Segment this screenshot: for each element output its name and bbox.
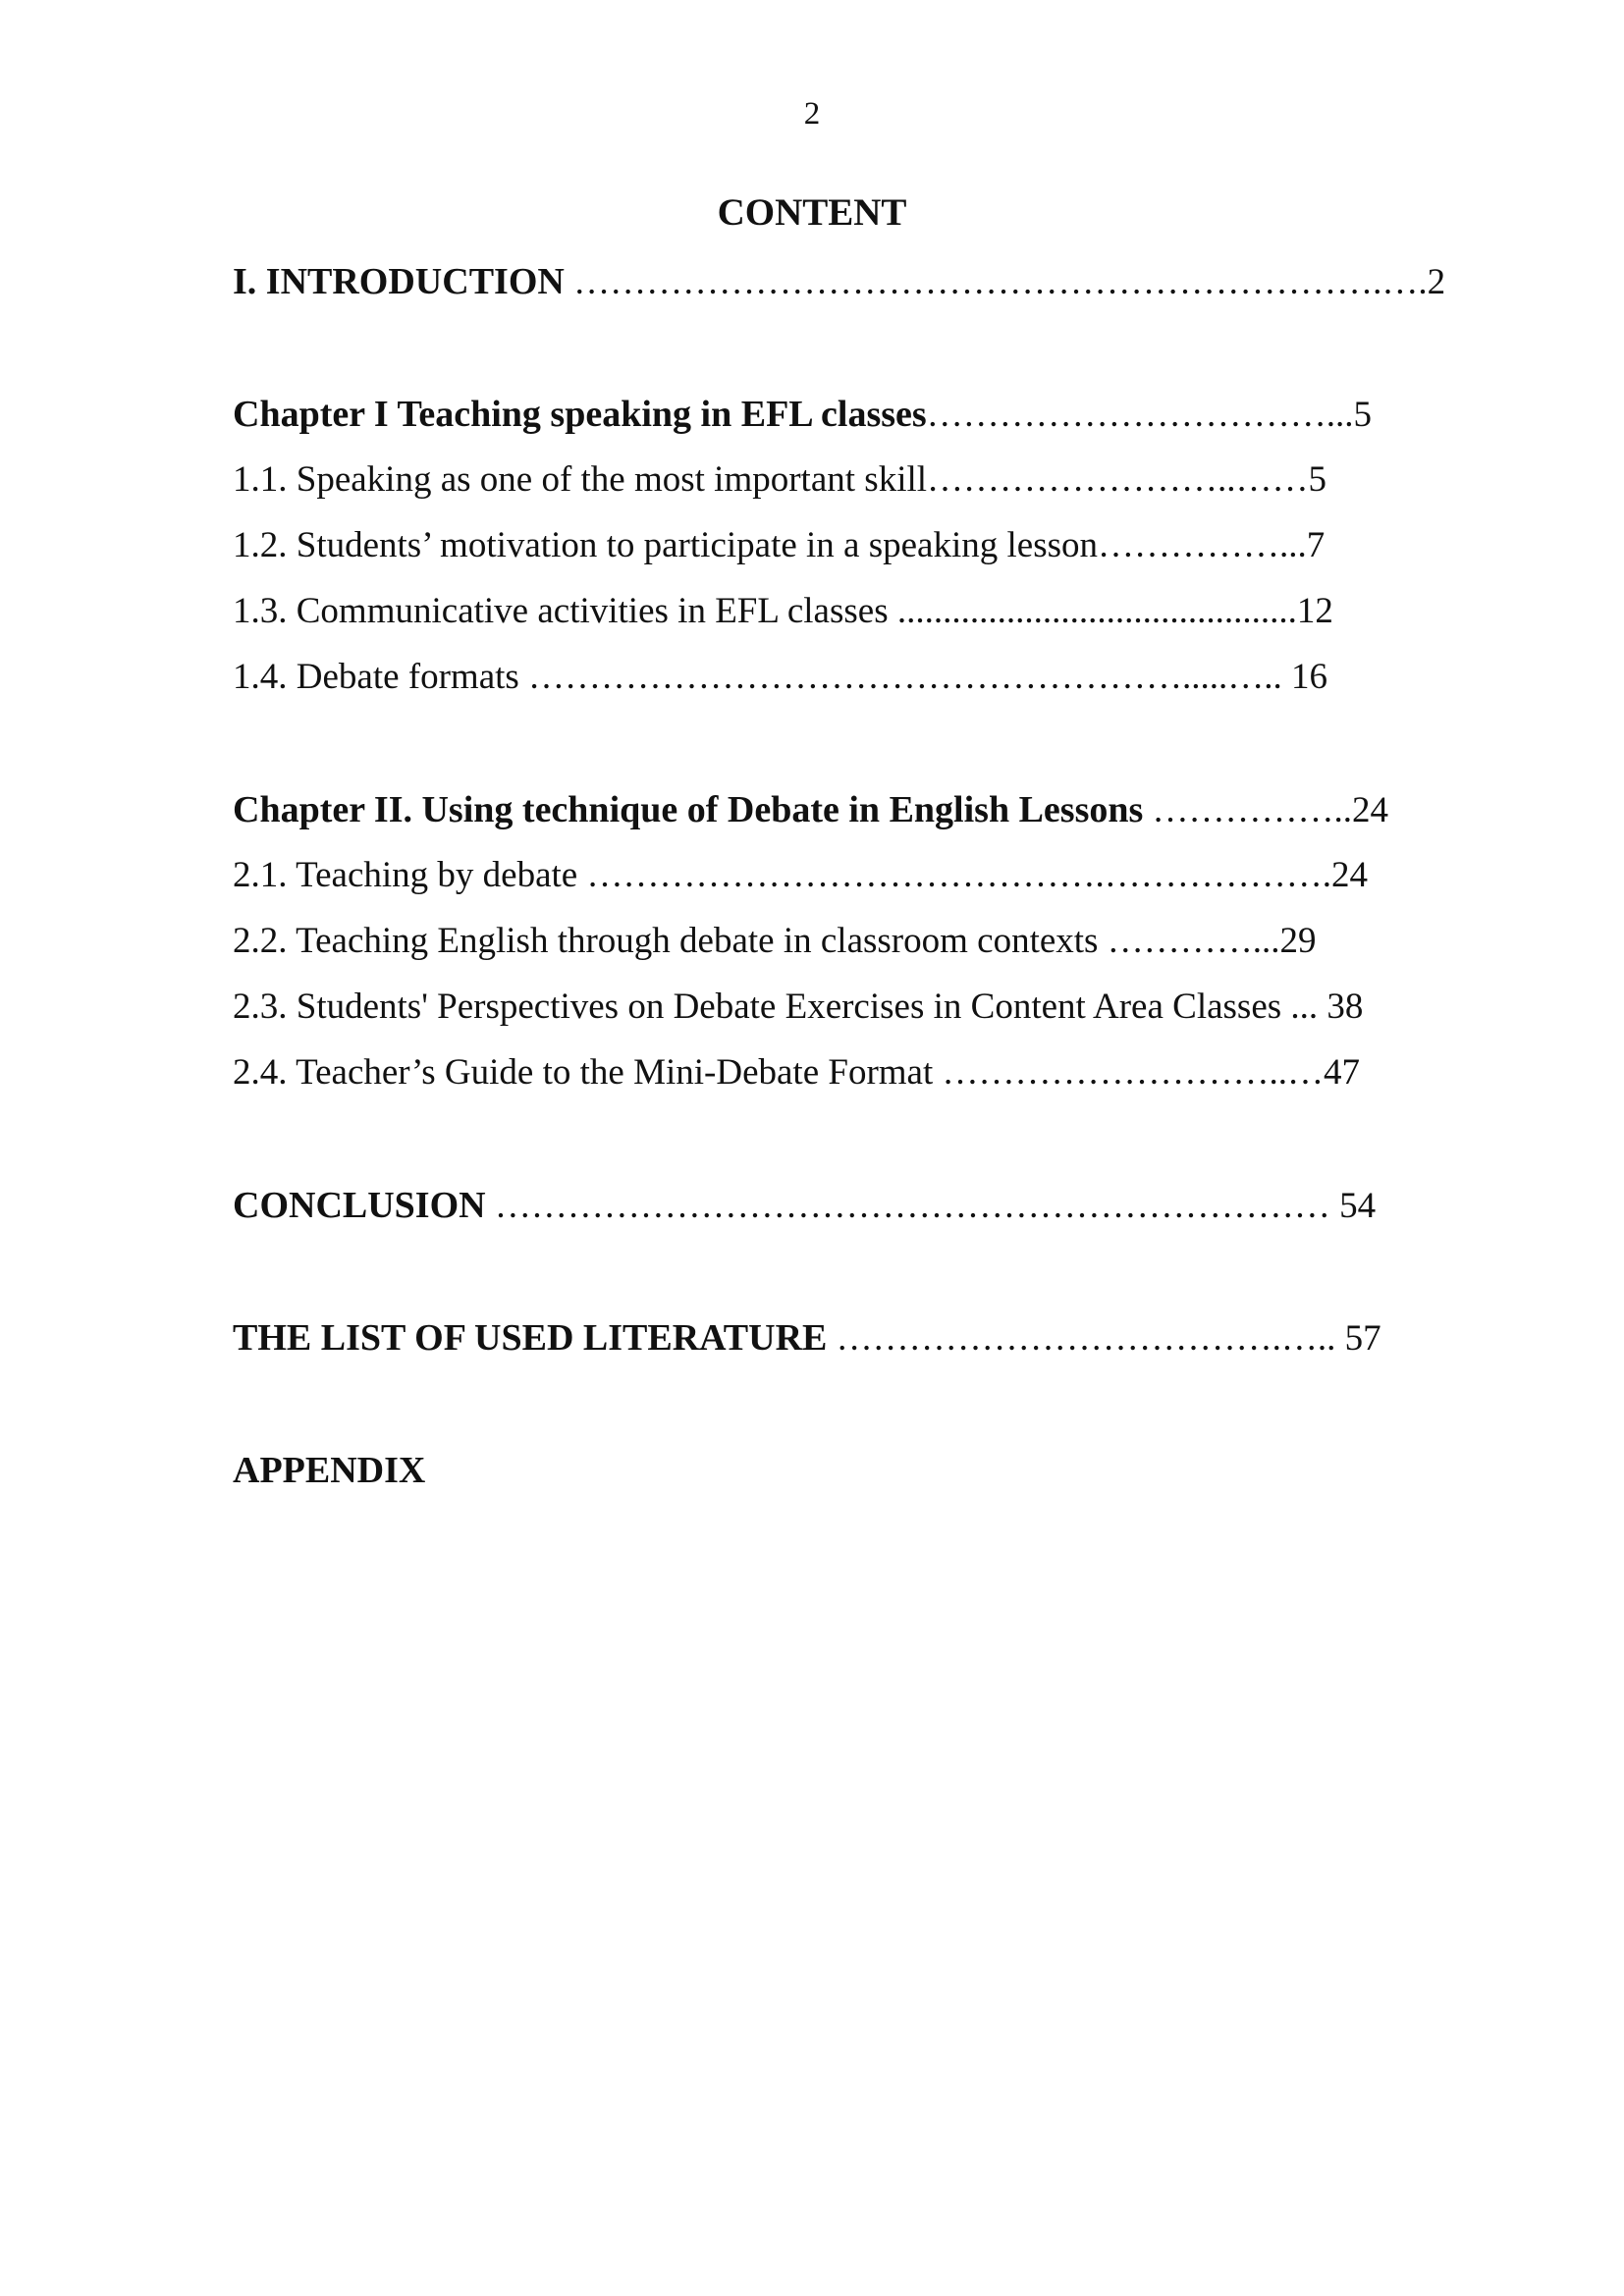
toc-entry-literature[interactable] bbox=[233, 1316, 1381, 1361]
toc-entry-1-4[interactable]: 1.4. Debate formats ……………………………………………….....….. 16 bbox=[233, 657, 1328, 697]
toc-entry-chapter-2[interactable] bbox=[233, 788, 1388, 832]
toc-entry-leader: ……………..24 bbox=[1143, 790, 1389, 830]
toc-entry-1-3[interactable]: 1.3. Communicative activities in EFL classes ............................................12 bbox=[233, 591, 1333, 631]
toc-entry-label: APPENDIX bbox=[233, 1450, 426, 1491]
toc-entry-chapter-1[interactable] bbox=[233, 393, 1372, 437]
toc-entry-label: I. INTRODUCTION bbox=[233, 261, 565, 302]
page-title: CONTENT bbox=[717, 191, 907, 234]
toc-entry-label: Chapter I Teaching speaking in EFL classes bbox=[233, 394, 927, 435]
toc-entry-1-2[interactable]: 1.2. Students’ motivation to participate in a speaking lesson……………...7 bbox=[233, 525, 1326, 565]
toc-entry-2-3[interactable]: 2.3. Students' Perspectives on Debate Exercises in Content Area Classes ... 38 bbox=[233, 987, 1364, 1027]
toc-entry-conclusion[interactable] bbox=[233, 1184, 1376, 1228]
toc-entry-leader: ……………………………….….. 57 bbox=[827, 1318, 1381, 1359]
toc-entry-appendix[interactable] bbox=[233, 1449, 425, 1493]
page-number: 2 bbox=[803, 96, 821, 132]
toc-entry-leader: …………………………………………………………… 54 bbox=[485, 1186, 1377, 1226]
toc-entry-leader: ………………………………………………………….….2 bbox=[564, 262, 1446, 302]
toc-entry-2-2[interactable]: 2.2. Teaching English through debate in classroom contexts …………...29 bbox=[233, 921, 1317, 961]
toc-entry-1-1[interactable]: 1.1. Speaking as one of the most important skill……………………..……5 bbox=[233, 459, 1327, 500]
toc-entry-introduction[interactable] bbox=[233, 260, 1445, 304]
toc-entry-label: THE LIST OF USED LITERATURE bbox=[233, 1317, 828, 1359]
toc-entry-label: Chapter II. Using technique of Debate in English Lessons bbox=[233, 789, 1144, 830]
toc-entry-leader: ……………………………...5 bbox=[926, 395, 1372, 435]
toc-entry-2-4[interactable]: 2.4. Teacher’s Guide to the Mini-Debate Format ………………………..…47 bbox=[233, 1052, 1360, 1093]
toc-entry-label: CONCLUSION bbox=[233, 1185, 486, 1226]
toc-entry-2-1[interactable]: 2.1. Teaching by debate …………………………………….……………….24 bbox=[233, 855, 1368, 895]
